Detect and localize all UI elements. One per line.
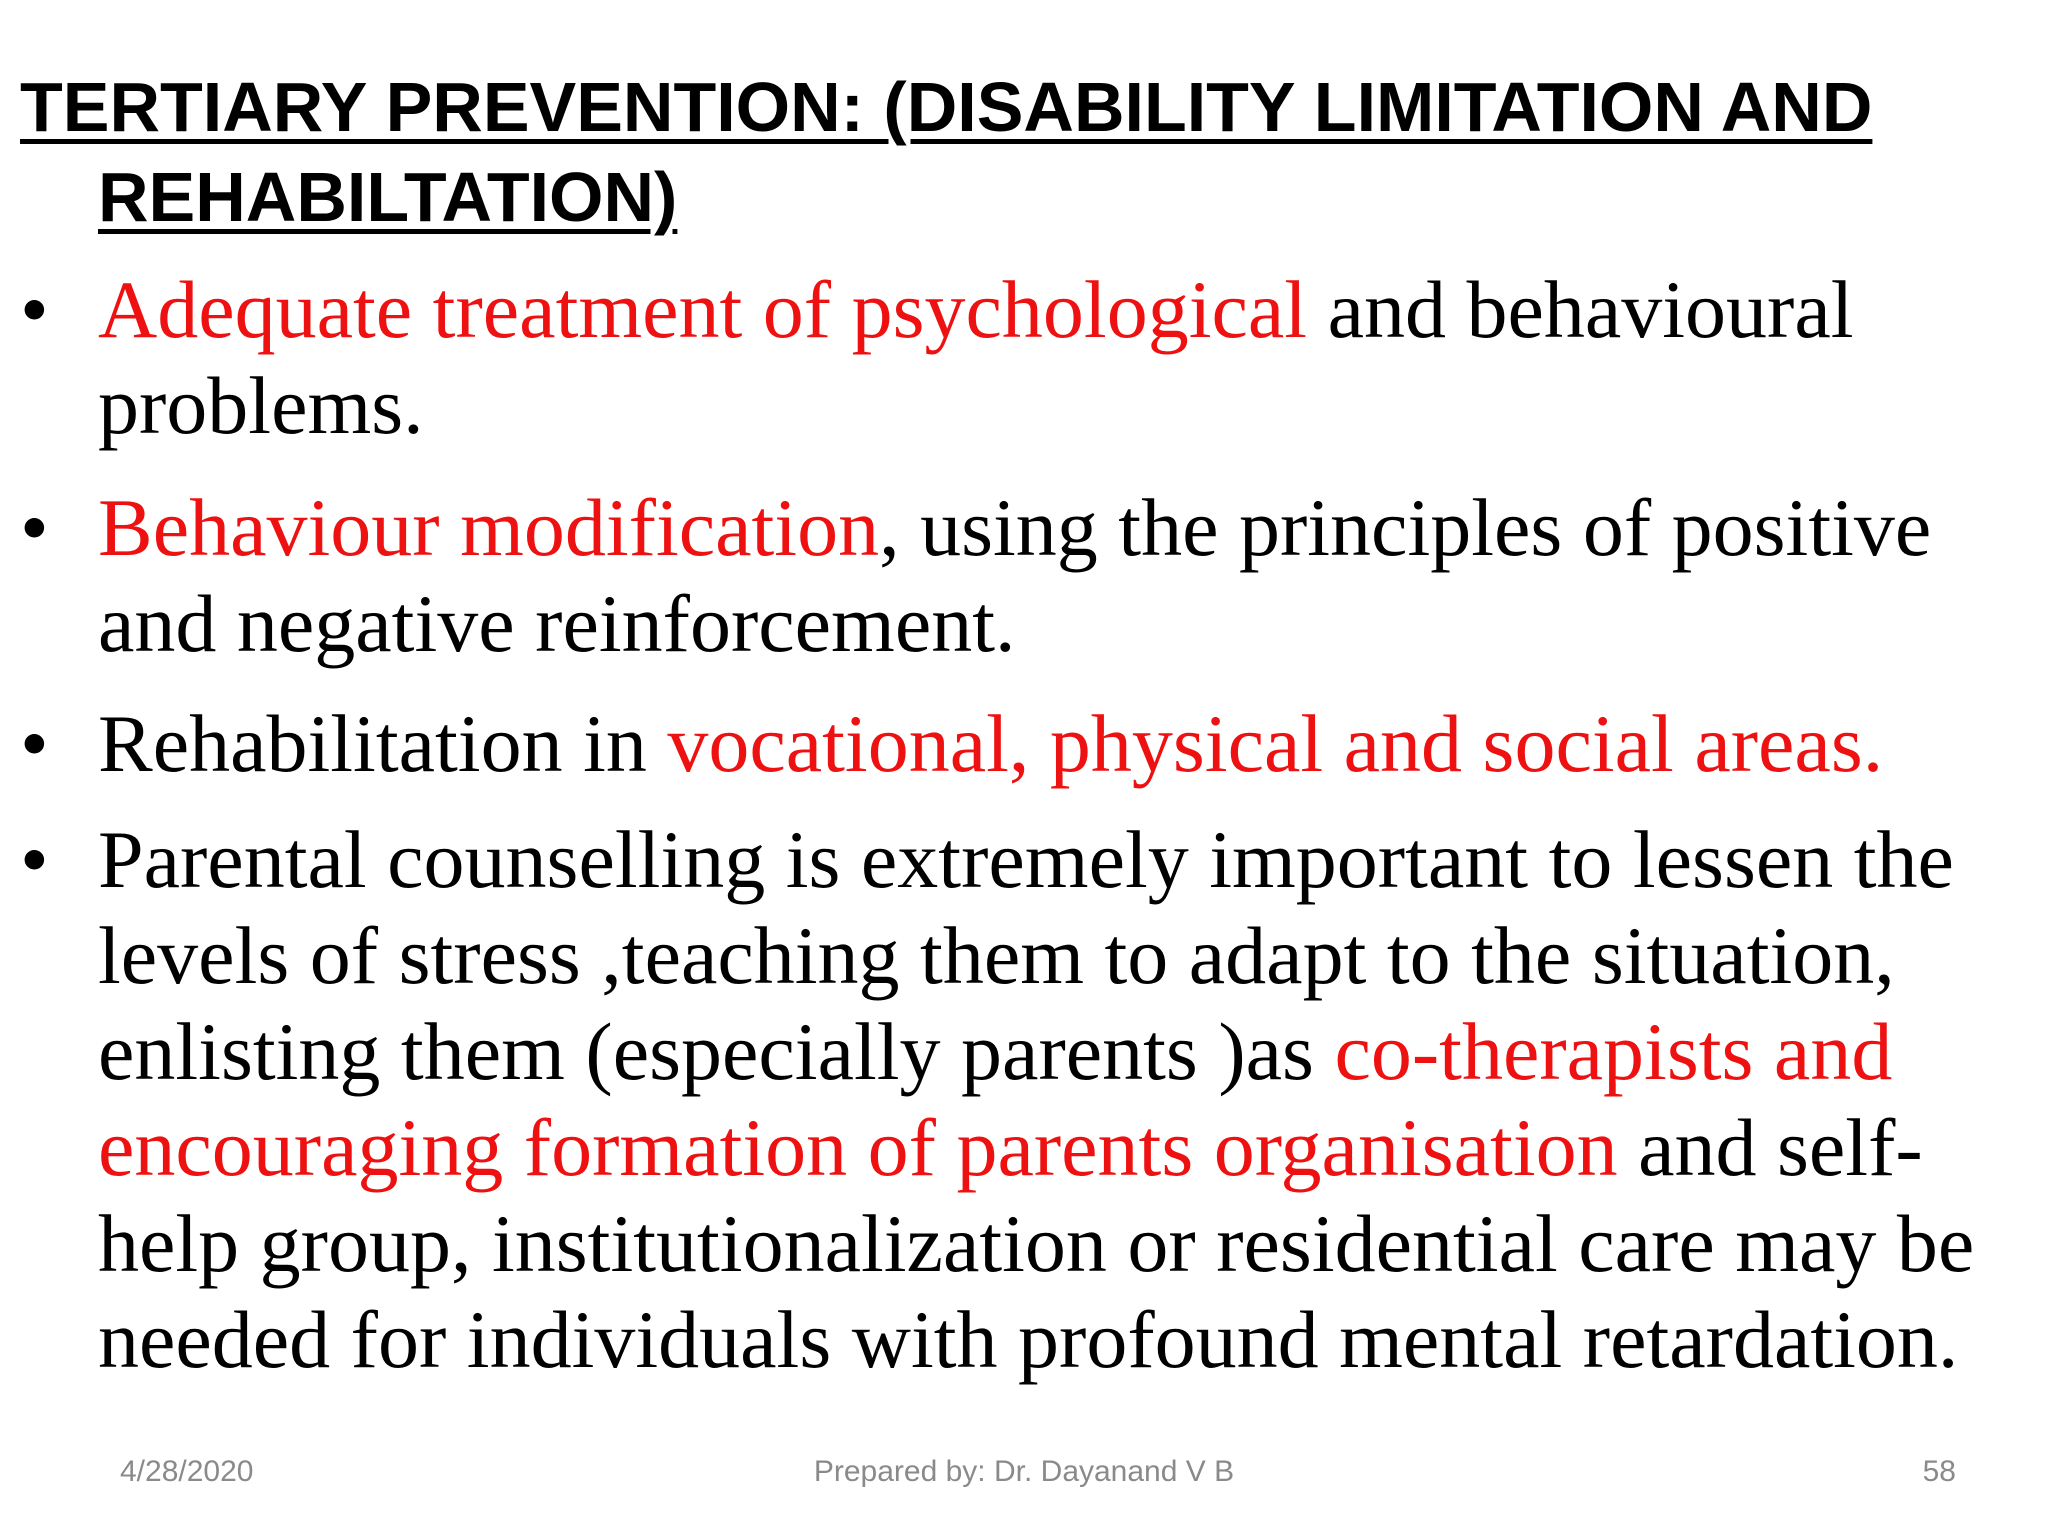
bullet-1-highlight: Adequate treatment of psychological bbox=[98, 264, 1308, 355]
bullet-3-text: Rehabilitation in bbox=[98, 698, 668, 789]
bullet-2-highlight: Behaviour modification bbox=[98, 482, 880, 573]
bullet-4-text-b: and self-help group, institutionalization or residential care may be needed for individuals with profound mental retardation. bbox=[98, 1102, 1975, 1385]
footer-date: 4/28/2020 bbox=[120, 1455, 254, 1488]
bullet-2-text: , using the principles of positive and negative reinforcement. bbox=[98, 482, 1932, 669]
bullet-item-behaviour-modification bbox=[0, 480, 2048, 672]
bullet-item-treatment bbox=[0, 262, 2048, 454]
bullet-1-text: and behavioural problems. bbox=[98, 264, 1854, 451]
bullet-3-highlight: vocational, physical and social areas. bbox=[667, 698, 1884, 789]
bullet-icon: • bbox=[20, 814, 49, 905]
title-line-2: REHABILTATION) bbox=[98, 158, 678, 236]
footer-page-number: 58 bbox=[1922, 1455, 1956, 1488]
bullet-item-parental-counselling bbox=[0, 812, 2048, 1388]
slide-title bbox=[20, 62, 2020, 242]
bullet-icon: • bbox=[20, 698, 49, 789]
bullet-icon: • bbox=[20, 482, 49, 573]
bullet-4-text-a: Parental counselling is extremely important to lessen the levels of stress ,teaching them to adapt to the situation, enlisting them (especially parents )as bbox=[98, 814, 1954, 1097]
bullet-item-rehabilitation bbox=[0, 696, 2048, 792]
title-line-1: TERTIARY PREVENTION: (DISABILITY LIMITATION AND bbox=[20, 68, 1873, 146]
footer-author: Prepared by: Dr. Dayanand V B bbox=[813, 1455, 1235, 1488]
bullet-icon: • bbox=[20, 264, 49, 355]
bullet-list bbox=[0, 262, 2048, 1388]
bullet-4-highlight: co-therapists and encouraging formation of parents organisation bbox=[98, 1006, 1893, 1193]
